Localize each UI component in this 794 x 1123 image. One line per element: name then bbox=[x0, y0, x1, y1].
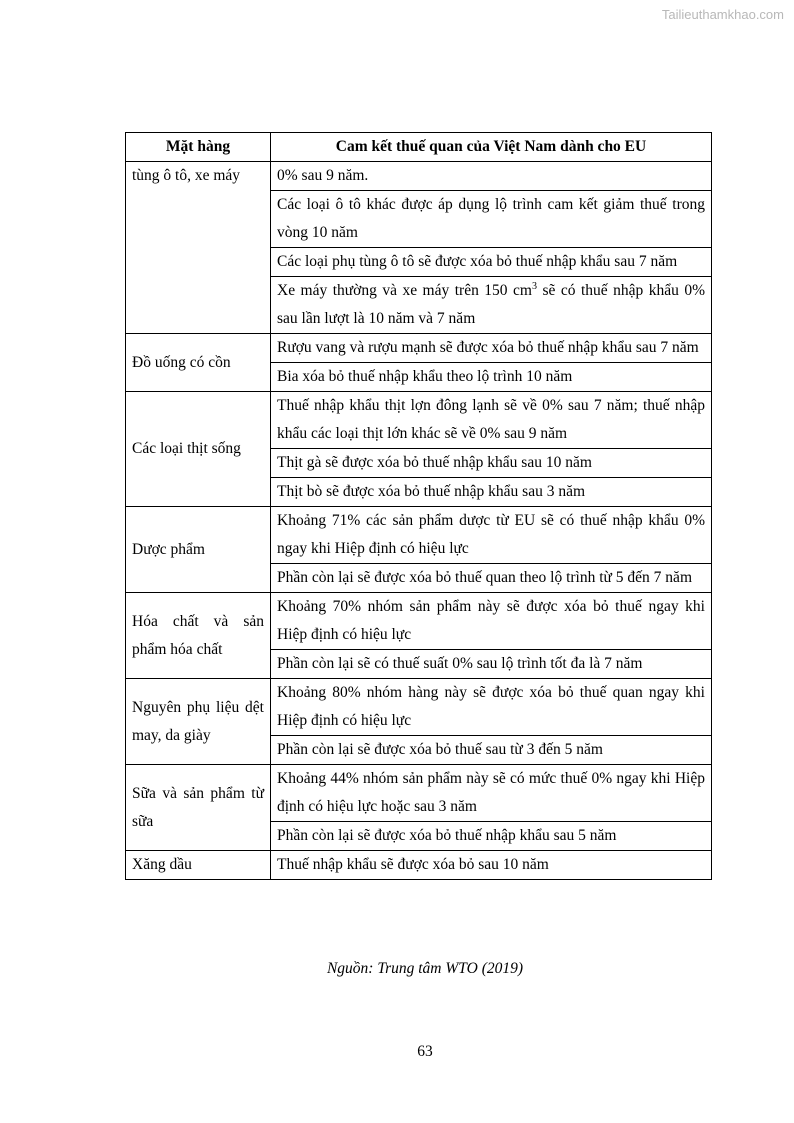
commitment-text-part: Xe máy thường và xe máy trên 150 cm bbox=[277, 282, 532, 299]
item-cell: Nguyên phụ liệu dệt may, da giày bbox=[126, 679, 271, 765]
superscript: 3 bbox=[531, 280, 537, 292]
commitment-cell: Bia xóa bỏ thuế nhập khẩu theo lộ trình 10 năm bbox=[271, 363, 712, 392]
table-row bbox=[126, 765, 712, 822]
commitment-cell: Thuế nhập khẩu sẽ được xóa bỏ sau 10 năm bbox=[271, 851, 712, 880]
watermark: Tailieuthamkhao.com bbox=[661, 7, 784, 22]
table-row bbox=[126, 851, 712, 880]
commitment-cell: Khoảng 70% nhóm sản phẩm này sẽ được xóa bỏ thuế ngay khi Hiệp định có hiệu lực bbox=[271, 593, 712, 650]
commitment-cell: Khoảng 44% nhóm sản phẩm này sẽ có mức thuế 0% ngay khi Hiệp định có hiệu lực hoặc sau 3 năm bbox=[271, 765, 712, 822]
commitment-cell: Rượu vang và rượu mạnh sẽ được xóa bỏ thuế nhập khẩu sau 7 năm bbox=[271, 334, 712, 363]
item-cell: Sữa và sản phẩm từ sữa bbox=[126, 765, 271, 851]
item-cell: Hóa chất và sản phẩm hóa chất bbox=[126, 593, 271, 679]
item-cell: tùng ô tô, xe máy bbox=[126, 162, 271, 334]
commitment-cell: Thịt gà sẽ được xóa bỏ thuế nhập khẩu sau 10 năm bbox=[271, 449, 712, 478]
item-cell: Các loại thịt sống bbox=[126, 392, 271, 507]
commitment-cell: Phần còn lại sẽ được xóa bỏ thuế nhập khẩu sau 5 năm bbox=[271, 822, 712, 851]
table-header-row bbox=[126, 133, 712, 162]
table-row bbox=[126, 507, 712, 564]
commitment-cell bbox=[271, 277, 712, 334]
commitment-cell: Phần còn lại sẽ có thuế suất 0% sau lộ trình tốt đa là 7 năm bbox=[271, 650, 712, 679]
item-cell: Dược phẩm bbox=[126, 507, 271, 593]
source-caption: Nguồn: Trung tâm WTO (2019) bbox=[326, 960, 524, 977]
commitment-text-part: sẽ có thuế nhập khẩu 0% sau lần lượt là 10 năm và 7 năm bbox=[277, 282, 705, 327]
header-item: Mặt hàng bbox=[126, 133, 271, 162]
commitment-cell: Các loại phụ tùng ô tô sẽ được xóa bỏ thuế nhập khẩu sau 7 năm bbox=[271, 248, 712, 277]
commitment-cell: Khoảng 71% các sản phẩm dược từ EU sẽ có thuế nhập khẩu 0% ngay khi Hiệp định có hiệu lực bbox=[271, 507, 712, 564]
commitment-cell: 0% sau 9 năm. bbox=[271, 162, 712, 191]
item-cell: Xăng dầu bbox=[126, 851, 271, 880]
table-row bbox=[126, 392, 712, 449]
table-row bbox=[126, 593, 712, 650]
table-row bbox=[126, 334, 712, 363]
commitment-cell: Phần còn lại sẽ được xóa bỏ thuế quan theo lộ trình từ 5 đến 7 năm bbox=[271, 564, 712, 593]
commitment-cell: Thuế nhập khẩu thịt lợn đông lạnh sẽ về 0% sau 7 năm; thuế nhập khẩu các loại thịt lớn khác sẽ về 0% sau 9 năm bbox=[271, 392, 712, 449]
page-number: 63 bbox=[417, 1043, 433, 1060]
commitment-cell: Khoảng 80% nhóm hàng này sẽ được xóa bỏ thuế quan ngay khi Hiệp định có hiệu lực bbox=[271, 679, 712, 736]
table-row bbox=[126, 162, 712, 191]
header-commitment: Cam kết thuế quan của Việt Nam dành cho EU bbox=[271, 133, 712, 162]
table-row bbox=[126, 679, 712, 736]
item-cell: Đồ uống có cồn bbox=[126, 334, 271, 392]
commitment-cell: Phần còn lại sẽ được xóa bỏ thuế sau từ 3 đến 5 năm bbox=[271, 736, 712, 765]
commitment-cell: Các loại ô tô khác được áp dụng lộ trình cam kết giảm thuế trong vòng 10 năm bbox=[271, 191, 712, 248]
commitment-cell: Thịt bò sẽ được xóa bỏ thuế nhập khẩu sau 3 năm bbox=[271, 478, 712, 507]
tariff-commitment-table bbox=[125, 132, 712, 880]
